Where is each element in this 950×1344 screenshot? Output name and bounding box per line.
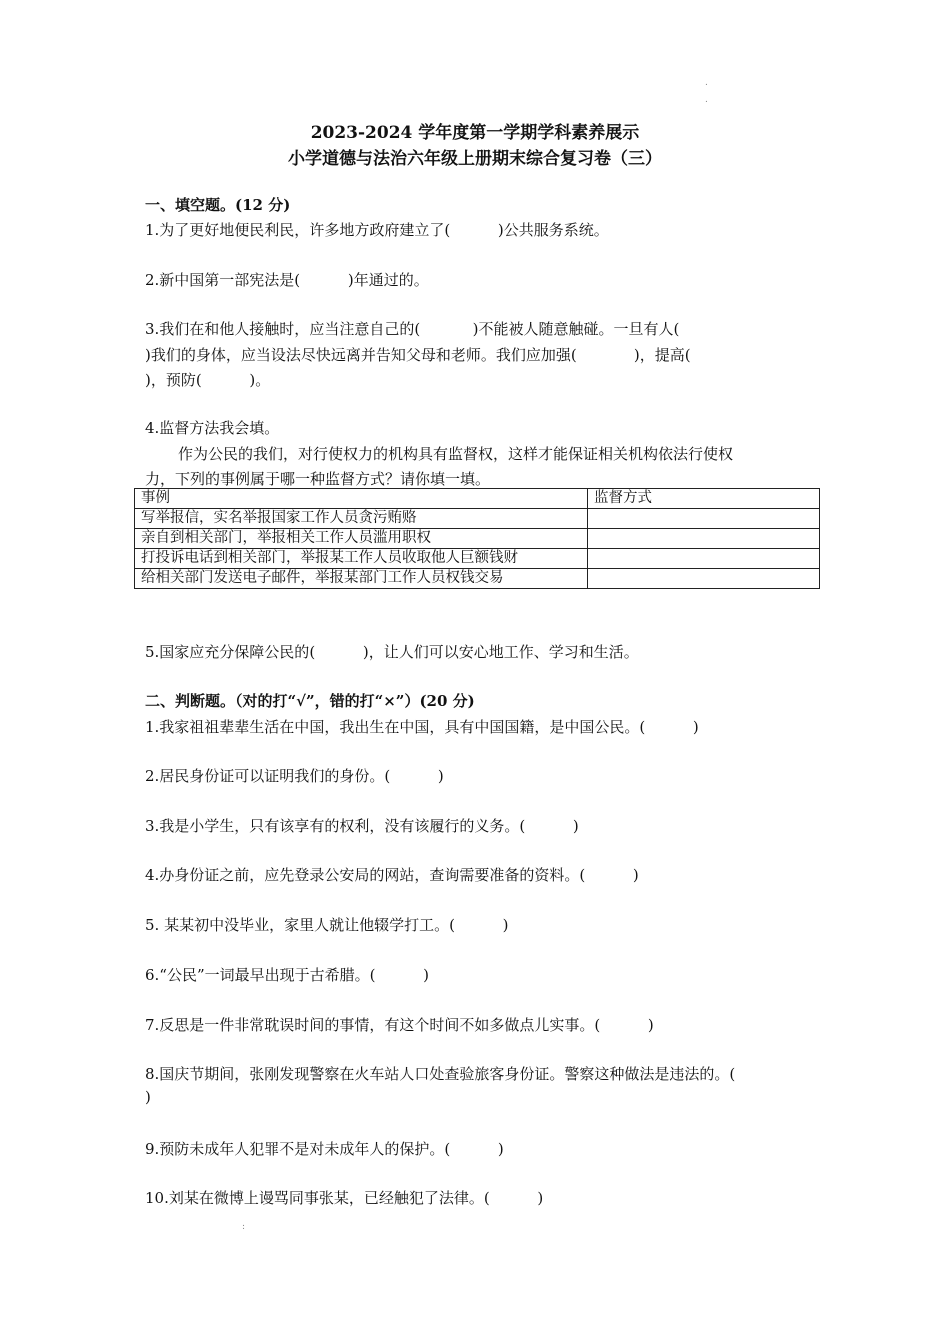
judge-question-4: 4.办身份证之前，应先登录公安局的网站，查询需要准备的资料。( ) bbox=[145, 866, 639, 884]
table-row bbox=[135, 509, 820, 529]
table-cell-answer[interactable] bbox=[588, 549, 820, 569]
fill-question-2: 2.新中国第一部宪法是( )年通过的。 bbox=[145, 271, 429, 289]
table-cell-answer[interactable] bbox=[588, 529, 820, 549]
table-cell-example: 给相关部门发送电子邮件，举报某部门工作人员权钱交易 bbox=[135, 569, 588, 589]
judge-question-8-line2: ) bbox=[145, 1088, 151, 1106]
supervision-table bbox=[134, 488, 820, 589]
fill-question-1: 1.为了更好地便民利民，许多地方政府建立了( )公共服务系统。 bbox=[145, 221, 609, 239]
judge-question-5: 5. 某某初中没毕业，家里人就让他辍学打工。( ) bbox=[145, 916, 509, 934]
fill-question-4-text1: 作为公民的我们，对行使权力的机构具有监督权，这样才能保证相关机构依法行使权 bbox=[178, 445, 734, 463]
table-cell-example: 打投诉电话到相关部门，举报某工作人员收取他人巨额钱财 bbox=[135, 549, 588, 569]
table-header-row bbox=[135, 489, 820, 509]
judge-question-2: 2.居民身份证可以证明我们的身份。( ) bbox=[145, 767, 444, 785]
section2-heading: 二、判断题。（对的打“√”，错的打“×”）(20 分) bbox=[145, 692, 475, 710]
judge-question-9: 9.预防未成年人犯罪不是对未成年人的保护。( ) bbox=[145, 1140, 504, 1158]
table-header-example: 事例 bbox=[135, 489, 588, 509]
judge-question-7: 7.反思是一件非常耽误时间的事情，有这个时间不如多做点儿实事。( ) bbox=[145, 1016, 654, 1034]
section1-heading: 一、填空题。(12 分) bbox=[145, 196, 291, 214]
fill-question-4-text2: 力，下列的事例属于哪一种监督方式？请你填一填。 bbox=[145, 470, 491, 488]
judge-question-10: 10.刘某在微博上谩骂同事张某，已经触犯了法律。( ) bbox=[145, 1189, 544, 1207]
scan-speck: : bbox=[242, 1222, 246, 1232]
scan-speck: . bbox=[705, 78, 708, 88]
table-cell-answer[interactable] bbox=[588, 509, 820, 529]
judge-question-3: 3.我是小学生，只有该享有的权利，没有该履行的义务。( ) bbox=[145, 817, 579, 835]
exam-title-line1: 2023-2024 学年度第一学期学科素养展示 bbox=[310, 123, 640, 143]
fill-question-3-line1: 3.我们在和他人接触时，应当注意自己的( )不能被人随意触碰。一旦有人( bbox=[145, 320, 680, 338]
judge-question-6: 6.“公民”一词最早出现于古希腊。( ) bbox=[145, 966, 430, 984]
fill-question-4-title: 4.监督方法我会填。 bbox=[145, 419, 280, 437]
table-cell-example: 写举报信，实名举报国家工作人员贪污贿赂 bbox=[135, 509, 588, 529]
judge-question-8-line1: 8.国庆节期间，张刚发现警察在火车站人口处查验旅客身份证。警察这种做法是违法的。( bbox=[145, 1065, 736, 1083]
judge-question-1: 1.我家祖祖辈辈生活在中国，我出生在中国，具有中国国籍，是中国公民。( ) bbox=[145, 718, 699, 736]
exam-title-line2: 小学道德与法治六年级上册期末综合复习卷（三） bbox=[288, 149, 662, 169]
fill-question-3-line3: )，预防( )。 bbox=[145, 371, 271, 389]
table-row bbox=[135, 549, 820, 569]
table-header-method: 监督方式 bbox=[588, 489, 820, 509]
fill-question-5: 5.国家应充分保障公民的( )，让人们可以安心地工作、学习和生活。 bbox=[145, 643, 639, 661]
table-row bbox=[135, 569, 820, 589]
fill-question-3-line2: )我们的身体，应当设法尽快远离并告知父母和老师。我们应加强( )，提高( bbox=[145, 346, 691, 364]
table-row bbox=[135, 529, 820, 549]
scan-speck: . bbox=[705, 95, 708, 105]
table-cell-example: 亲自到相关部门，举报相关工作人员滥用职权 bbox=[135, 529, 588, 549]
table-cell-answer[interactable] bbox=[588, 569, 820, 589]
